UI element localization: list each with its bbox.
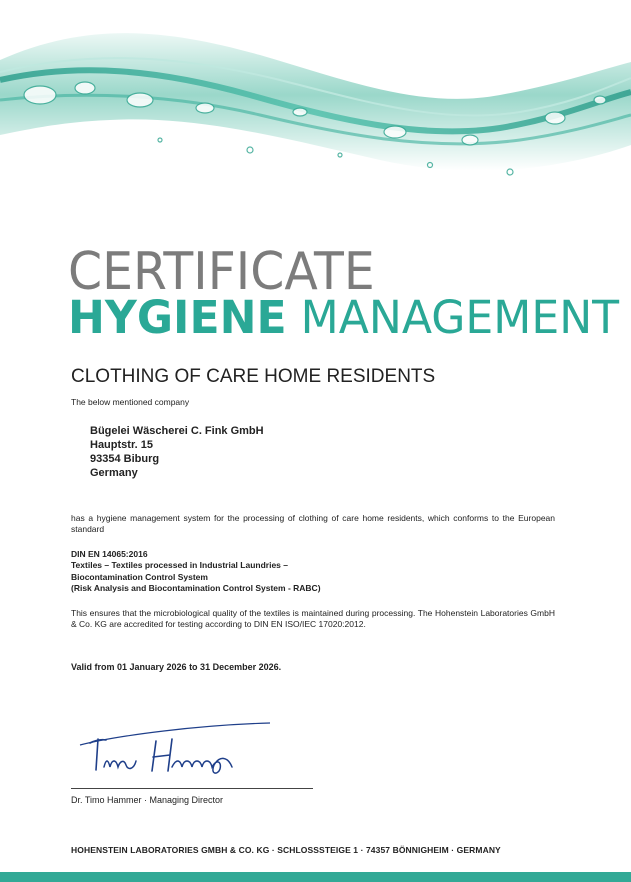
certificate-subject: CLOTHING OF CARE HOME RESIDENTS [71, 366, 436, 387]
signature-line [71, 788, 313, 789]
company-name: Bügelei Wäscherei C. Fink GmbH [90, 425, 264, 437]
assurance-text: This ensures that the microbiological quality of the textiles is maintained during processing. The Hohenstein Laboratories GmbH & Co. KG are accredited for testing according to DIN EN ISO/IEC 17020:2012. [71, 608, 555, 629]
validity-period: Valid from 01 January 2026 to 31 December 2026. [71, 662, 282, 672]
water-wave-illustration [0, 0, 631, 200]
standard-line-3: (Risk Analysis and Biocontamination Control System - RABC) [71, 583, 321, 594]
company-country: Germany [90, 467, 138, 479]
standard-line-1: Textiles – Textiles processed in Industrial Laundries – [71, 560, 288, 571]
company-address [90, 424, 264, 480]
subtitle-bold: HYGIENE [68, 291, 287, 344]
footer-address: HOHENSTEIN LABORATORIES GMBH & CO. KG · SCHLOSSSTEIGE 1 · 74357 BÖNNIGHEIM · GERMANY [71, 845, 501, 855]
company-street: Hauptstr. 15 [90, 439, 153, 451]
company-city: 93354 Biburg [90, 453, 160, 465]
standard-block [71, 549, 551, 595]
certificate-subtitle [68, 292, 619, 344]
statement-text: has a hygiene management system for the processing of clothing of care home residents, which conforms to the European standard [71, 513, 555, 534]
standard-line-2: Biocontamination Control System [71, 571, 208, 582]
intro-text: The below mentioned company [71, 397, 190, 407]
signer-name: Dr. Timo Hammer · Managing Director [71, 795, 224, 805]
standard-code: DIN EN 14065:2016 [71, 549, 148, 559]
bottom-accent-bar [0, 872, 631, 882]
certificate-title: CERTIFICATE [68, 242, 375, 302]
handwritten-signature [60, 715, 280, 785]
subtitle-light: MANAGEMENT [300, 291, 620, 344]
